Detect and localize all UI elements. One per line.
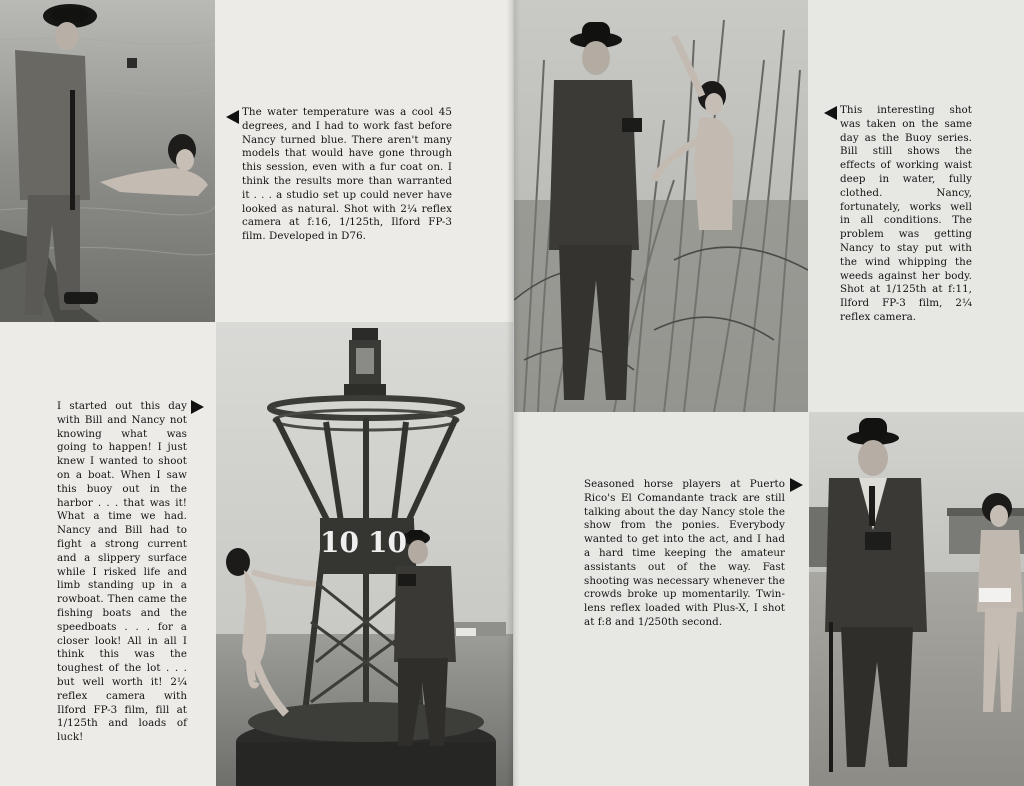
buoy-number-left: 10: [320, 526, 359, 559]
caption-pointer-right-icon: [191, 400, 204, 414]
caption-pointer-left-icon: [824, 106, 837, 120]
center-fold: [506, 0, 520, 786]
caption-buoy-story: I started out this day with Bill and Nancy not knowing what was going to happen! I just knew I wanted to shoot on a boat. When I saw this buoy out in the harbor . . . that was it! What a time we had. Nancy and Bill had to fight a strong current and a slippery surface while I risked life and limb standing up in a rowboat. Then came the fishing boats and the speedboats . . . for a closer look! All in all I think this was the toughest of the lot . . . but well worth it! 2¼ reflex camera with Ilford FP-3 film, fill at 1/125th and loads of luck!: [57, 400, 187, 744]
caption-pointer-left-icon: [226, 110, 239, 124]
caption-pointer-right-icon: [790, 478, 803, 492]
right-page: [513, 0, 1024, 786]
caption-water-temperature: The water temperature was a cool 45 degrees, and I had to work fast before Nancy turned blue. There aren't many models that would have gone through this session, even with a fur coat on. I think the results more than warranted it . . . a studio set up could never have looked as natural. Shot with 2¼ reflex camera at f:16, 1/125th, Ilford FP-3 film. Developed in D76.: [242, 106, 452, 243]
photo-racetrack: [809, 412, 1024, 786]
caption-weeds-shot: This interesting shot was taken on the same day as the Buoy series. Bill still shows the effects of working waist deep in water, fully clothed. Nancy, fortunately, works well in all conditions. The problem was getting Nancy to stay put with the wind whipping the weeds against her body. Shot at 1/125th at f:11, Ilford FP-3 film, 2¼ reflex camera.: [840, 104, 972, 323]
photo-water-shoot: [0, 0, 215, 322]
photo-tall-weeds: [514, 0, 808, 412]
buoy-number-right: 10: [368, 526, 407, 559]
caption-racetrack-story: Seasoned horse players at Puerto Rico's El Comandante track are still talking about the day Nancy stole the show from the ponies. Everybody wanted to get into the act, and I had a hard time keeping the amateur assistants out of the way. Fast shooting was necessary whenever the crowds broke up momentarily. Twin-lens reflex loaded with Plus-X, I shot at f:8 and 1/250th second.: [584, 478, 785, 628]
photo-buoy: [216, 322, 513, 786]
